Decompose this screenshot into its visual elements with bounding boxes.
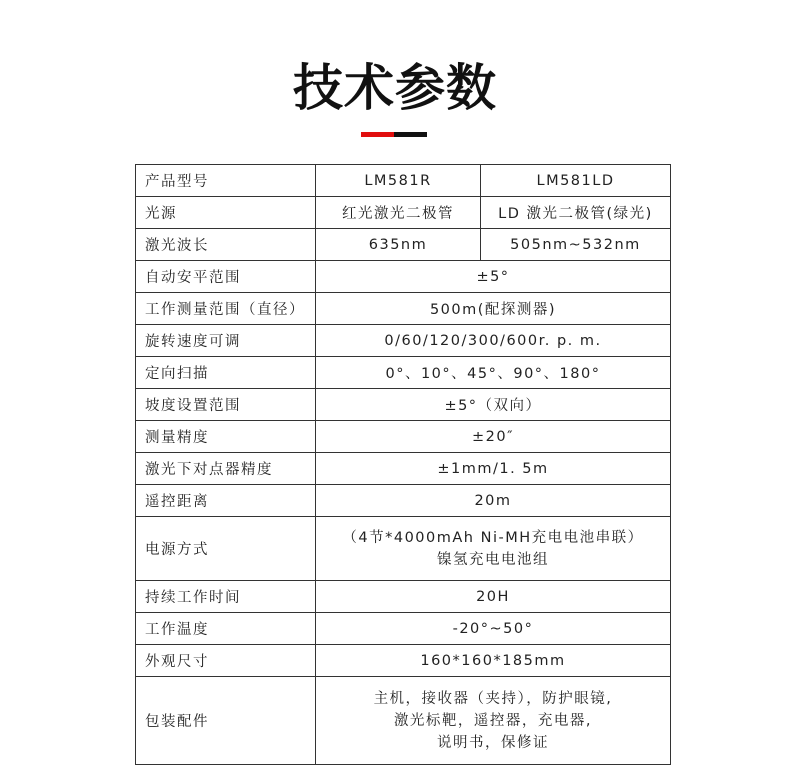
value-line: 激光标靶，遥控器，充电器, <box>393 712 593 729</box>
table-row <box>136 677 671 765</box>
row-label: 遥控距离 <box>136 485 316 517</box>
spec-table <box>135 164 671 765</box>
row-label: 激光波长 <box>136 229 316 261</box>
row-label: 旋转速度可调 <box>136 325 316 357</box>
row-label: 自动安平范围 <box>136 261 316 293</box>
row-label: 工作测量范围（直径） <box>136 293 316 325</box>
row-label: 坡度设置范围 <box>136 389 316 421</box>
underline-black-segment <box>394 132 427 137</box>
row-label: 光源 <box>136 197 316 229</box>
row-value: 160*160*185mm <box>316 645 671 677</box>
value-a: 红光激光二极管 <box>316 197 481 229</box>
value-line: 镍氢充电电池组 <box>437 551 549 568</box>
row-value: ±5° <box>316 261 671 293</box>
row-label: 电源方式 <box>136 517 316 581</box>
row-value: ±5°（双向） <box>316 389 671 421</box>
row-value-multiline <box>316 517 671 581</box>
value-a: 635nm <box>316 229 481 261</box>
row-label: 产品型号 <box>136 165 316 197</box>
row-value: ±20″ <box>316 421 671 453</box>
table-row-model <box>136 165 671 197</box>
row-label: 包装配件 <box>136 677 316 765</box>
row-value: ±1mm/1. 5m <box>316 453 671 485</box>
row-label: 测量精度 <box>136 421 316 453</box>
row-label: 工作温度 <box>136 613 316 645</box>
row-value: 0°、10°、45°、90°、180° <box>316 357 671 389</box>
table-row <box>136 197 671 229</box>
table-row <box>136 325 671 357</box>
table-row <box>136 485 671 517</box>
value-line: 说明书，保修证 <box>437 734 549 751</box>
value-b: LD 激光二极管(绿光) <box>481 197 671 229</box>
table-row <box>136 453 671 485</box>
row-value: -20°~50° <box>316 613 671 645</box>
row-value-multiline <box>316 677 671 765</box>
table-row <box>136 261 671 293</box>
table-row <box>136 421 671 453</box>
row-value: 0/60/120/300/600r. p. m. <box>316 325 671 357</box>
table-row <box>136 389 671 421</box>
value-line: （4节*4000mAh Ni-MH充电电池串联） <box>342 529 644 546</box>
table-row <box>136 613 671 645</box>
table-row <box>136 357 671 389</box>
row-value: 20m <box>316 485 671 517</box>
table-row <box>136 229 671 261</box>
row-label: 外观尺寸 <box>136 645 316 677</box>
row-value: 20H <box>316 581 671 613</box>
table-row <box>136 581 671 613</box>
underline-red-segment <box>361 132 394 137</box>
page-title: 技术参数 <box>293 59 497 117</box>
table-row <box>136 645 671 677</box>
model-a: LM581R <box>316 165 481 197</box>
row-value: 500m(配探测器) <box>316 293 671 325</box>
row-label: 定向扫描 <box>136 357 316 389</box>
value-line: 主机，接收器（夹持），防护眼镜, <box>373 690 613 707</box>
table-row <box>136 517 671 581</box>
row-label: 激光下对点器精度 <box>136 453 316 485</box>
row-label: 持续工作时间 <box>136 581 316 613</box>
value-b: 505nm~532nm <box>481 229 671 261</box>
title-underline <box>361 132 427 137</box>
table-row <box>136 293 671 325</box>
model-b: LM581LD <box>481 165 671 197</box>
